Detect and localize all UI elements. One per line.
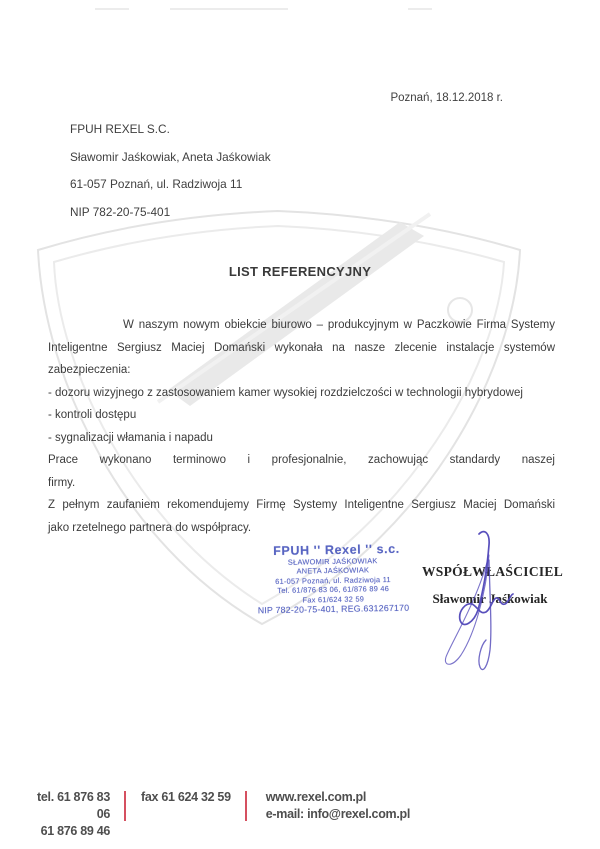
cosigner-block bbox=[422, 564, 564, 607]
footer-fax: fax 61 624 32 59 bbox=[141, 790, 231, 804]
footer-email: e-mail: info@rexel.com.pl bbox=[265, 807, 411, 821]
paragraph-line: zabezpieczenia: bbox=[48, 364, 131, 376]
sender-address: 61-057 Poznań, ul. Radziwoja 11 bbox=[70, 177, 243, 191]
sender-block bbox=[70, 116, 271, 226]
stamp-line: ANETA JAŚKOWIAK bbox=[296, 565, 370, 577]
cosigner-role: WSPÓŁWŁAŚCICIEL bbox=[422, 564, 564, 579]
cosigner-name: Sławomir Jaśkowiak bbox=[432, 591, 548, 606]
sender-owners: Sławomir Jaśkowiak, Aneta Jaśkowiak bbox=[70, 149, 271, 164]
footer-website: www.rexel.com.pl bbox=[265, 790, 367, 804]
footer-tel-line2: 61 876 89 46 bbox=[40, 824, 110, 838]
company-stamp bbox=[243, 541, 422, 615]
stamp-nip-line: NIP 782-20-75-401, REG.631267170 bbox=[257, 602, 410, 616]
list-item: - kontroli dostępu bbox=[48, 409, 137, 421]
paragraph-line: Z pełnym zaufaniem rekomendujemy Firmę Systemy Inteligentne Sergiusz Maciej Domański bbox=[48, 499, 555, 511]
letter-date: Poznań, 18.12.2018 r. bbox=[390, 92, 503, 104]
paragraph-line: firmy. bbox=[48, 476, 76, 489]
footer-divider bbox=[124, 791, 126, 821]
paragraph-line: Inteligentne Sergiusz Maciej Domański wykonała na nasze zlecenie instalacje systemów bbox=[48, 341, 555, 354]
footer-web-block bbox=[266, 789, 410, 823]
stamp-line: 61-057 Poznań, ul. Radziwoja 11 bbox=[275, 574, 391, 586]
stamp-line: Tel. 61/876 83 06, 61/876 89 46 bbox=[277, 584, 390, 596]
letter-body bbox=[48, 314, 555, 539]
footer-tel-line1: tel. 61 876 83 06 bbox=[37, 790, 110, 821]
paragraph-line: Prace wykonano terminowo i profesjonalnie, zachowując standardy naszej bbox=[48, 454, 555, 466]
paragraph-line: W naszym nowym obiekcie biurowo – produkcyjnym w Paczkowie Firma Systemy bbox=[123, 319, 555, 331]
footer-contact-bar bbox=[22, 789, 410, 840]
stamp-company-name: FPUH '' Rexel '' s.c. bbox=[273, 541, 400, 559]
paragraph-line: jako rzetelnego partnera do współpracy. bbox=[48, 521, 252, 534]
list-item: - dozoru wizyjnego z zastosowaniem kamer wysokiej rozdzielczości w technologii hybrydowej bbox=[48, 386, 523, 399]
scan-artifact bbox=[408, 8, 432, 10]
list-item: - sygnalizacji włamania i napadu bbox=[48, 431, 213, 444]
stamp-line: Fax 61/624 32 59 bbox=[302, 594, 365, 605]
letter-title: LIST REFERENCYJNY bbox=[228, 264, 372, 279]
scan-artifact bbox=[170, 8, 288, 10]
footer-telephone bbox=[22, 789, 110, 840]
stamp-line: SŁAWOMIR JAŚKOWIAK bbox=[287, 556, 378, 567]
scan-artifact bbox=[95, 8, 129, 10]
sender-company: FPUH REXEL S.C. bbox=[70, 122, 170, 136]
footer-divider bbox=[245, 791, 247, 821]
sender-nip: NIP 782-20-75-401 bbox=[70, 204, 171, 219]
